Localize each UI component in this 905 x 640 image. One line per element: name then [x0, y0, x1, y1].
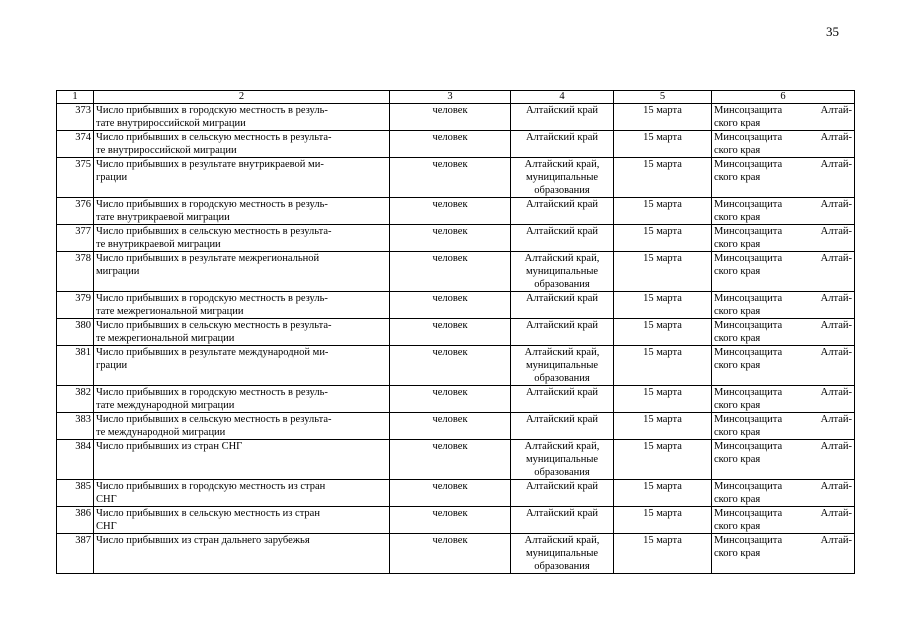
table-row [57, 507, 855, 534]
column-header: 5 [614, 91, 712, 104]
territory [511, 158, 614, 198]
territory-line: образования [534, 185, 590, 196]
indicator-name-line: тате межрегиональной миграции [96, 306, 244, 317]
responsible-agency-region: Алтай- [820, 387, 852, 398]
indicator-name-line: Число прибывших в результате внутрикраевой ми- [96, 159, 324, 170]
responsible-agency-line [714, 158, 852, 171]
indicator-name [94, 413, 390, 440]
responsible-agency-line [714, 413, 852, 426]
indicator-name-line: Число прибывших в городскую местность в резуль- [96, 387, 328, 398]
table-row [57, 158, 855, 198]
territory [511, 413, 614, 440]
table-row [57, 104, 855, 131]
territory-line: Алтайский край [525, 414, 599, 425]
indicator-name-line: СНГ [96, 494, 117, 505]
territory-line: Алтайский край, [524, 347, 600, 358]
responsible-agency [712, 319, 855, 346]
due-date: 15 марта [614, 386, 712, 413]
indicator-name-line: те межрегиональной миграции [96, 333, 235, 344]
responsible-agency-line: ского края [714, 306, 761, 317]
due-date: 15 марта [614, 413, 712, 440]
responsible-agency [712, 440, 855, 480]
responsible-agency-line [714, 198, 852, 211]
column-header: 6 [712, 91, 855, 104]
territory [511, 346, 614, 386]
territory-line: Алтайский край [525, 481, 599, 492]
responsible-agency-line: ского края [714, 239, 761, 250]
indicator-name [94, 104, 390, 131]
unit-of-measure: человек [390, 158, 511, 198]
territory-line: Алтайский край [525, 320, 599, 331]
responsible-agency [712, 346, 855, 386]
indicator-name-line: Число прибывших в сельскую местность в результа- [96, 320, 332, 331]
territory-line: Алтайский край, [524, 535, 600, 546]
indicator-name-line: миграции [96, 266, 140, 277]
unit-of-measure: человек [390, 252, 511, 292]
responsible-agency-name: Минсоцзащита [714, 253, 783, 264]
responsible-agency-line [714, 252, 852, 265]
table-row [57, 386, 855, 413]
responsible-agency-name: Минсоцзащита [714, 199, 783, 210]
responsible-agency-line: ского края [714, 266, 761, 277]
territory-line: муниципальные [525, 548, 599, 559]
territory-line: муниципальные [525, 172, 599, 183]
indicator-name-line: Число прибывших в сельскую местность в результа- [96, 226, 332, 237]
indicator-name [94, 534, 390, 574]
territory-line: муниципальные [525, 360, 599, 371]
responsible-agency-name: Минсоцзащита [714, 441, 783, 452]
indicator-name-line: Число прибывших в результате международной ми- [96, 347, 329, 358]
table-row [57, 480, 855, 507]
territory-line: образования [534, 467, 590, 478]
territory [511, 104, 614, 131]
responsible-agency-line [714, 319, 852, 332]
responsible-agency-line: ского края [714, 212, 761, 223]
page-number: 35 [826, 24, 839, 39]
row-number: 387 [57, 534, 94, 574]
unit-of-measure: человек [390, 413, 511, 440]
due-date: 15 марта [614, 440, 712, 480]
territory-line: Алтайский край, [524, 159, 600, 170]
indicator-name-line: те внутрироссийской миграции [96, 145, 237, 156]
territory-line: образования [534, 373, 590, 384]
indicator-name-line: те международной миграции [96, 427, 226, 438]
indicator-name-line: Число прибывших в городскую местность в резуль- [96, 199, 328, 210]
responsible-agency-line: ского края [714, 454, 761, 465]
due-date: 15 марта [614, 158, 712, 198]
territory-line: Алтайский край [525, 508, 599, 519]
territory-line: муниципальные [525, 454, 599, 465]
responsible-agency-region: Алтай- [820, 293, 852, 304]
table-row [57, 346, 855, 386]
due-date: 15 марта [614, 225, 712, 252]
territory-line: Алтайский край [525, 105, 599, 116]
responsible-agency-line: ского края [714, 548, 761, 559]
row-number: 381 [57, 346, 94, 386]
territory-line: Алтайский край [525, 387, 599, 398]
indicator-name-line: тате внутрикраевой миграции [96, 212, 230, 223]
table-row [57, 440, 855, 480]
responsible-agency-region: Алтай- [820, 535, 852, 546]
responsible-agency [712, 386, 855, 413]
unit-of-measure: человек [390, 225, 511, 252]
responsible-agency-line: ского края [714, 521, 761, 532]
column-header: 2 [94, 91, 390, 104]
responsible-agency-name: Минсоцзащита [714, 226, 783, 237]
indicator-name [94, 252, 390, 292]
row-number: 379 [57, 292, 94, 319]
indicator-name-line: тате внутрироссийской миграции [96, 118, 246, 129]
responsible-agency-region: Алтай- [820, 508, 852, 519]
territory-line: Алтайский край, [524, 253, 600, 264]
responsible-agency-line: ского края [714, 427, 761, 438]
indicator-name-line: грации [96, 360, 128, 371]
responsible-agency-region: Алтай- [820, 320, 852, 331]
responsible-agency [712, 198, 855, 225]
territory-line: образования [534, 279, 590, 290]
territory-line: Алтайский край [525, 293, 599, 304]
responsible-agency-region: Алтай- [820, 414, 852, 425]
indicator-name [94, 292, 390, 319]
due-date: 15 марта [614, 292, 712, 319]
unit-of-measure: человек [390, 440, 511, 480]
table-row [57, 534, 855, 574]
indicator-name-line: Число прибывших в сельскую местность в результа- [96, 132, 332, 143]
territory [511, 480, 614, 507]
responsible-agency [712, 292, 855, 319]
responsible-agency-line [714, 534, 852, 547]
territory [511, 292, 614, 319]
table-row [57, 198, 855, 225]
responsible-agency [712, 104, 855, 131]
indicator-name [94, 131, 390, 158]
indicator-name-line: тате международной миграции [96, 400, 235, 411]
territory-line: муниципальные [525, 266, 599, 277]
indicator-name [94, 440, 390, 480]
table-row [57, 292, 855, 319]
due-date: 15 марта [614, 507, 712, 534]
column-header: 3 [390, 91, 511, 104]
row-number: 384 [57, 440, 94, 480]
indicator-name-line: Число прибывших в сельскую местность в результа- [96, 414, 332, 425]
unit-of-measure: человек [390, 292, 511, 319]
indicator-name [94, 225, 390, 252]
responsible-agency-name: Минсоцзащита [714, 347, 783, 358]
territory [511, 386, 614, 413]
row-number: 377 [57, 225, 94, 252]
territory-line: Алтайский край [525, 132, 599, 143]
table-row [57, 413, 855, 440]
indicator-name-line: Число прибывших в городскую местность в резуль- [96, 105, 328, 116]
responsible-agency-name: Минсоцзащита [714, 105, 783, 116]
responsible-agency [712, 252, 855, 292]
responsible-agency-line: ского края [714, 494, 761, 505]
responsible-agency [712, 225, 855, 252]
row-number: 376 [57, 198, 94, 225]
due-date: 15 марта [614, 252, 712, 292]
indicator-name-line: те внутрикраевой миграции [96, 239, 221, 250]
responsible-agency-line: ского края [714, 172, 761, 183]
table-row [57, 252, 855, 292]
indicator-name [94, 480, 390, 507]
responsible-agency-line [714, 225, 852, 238]
table-row [57, 225, 855, 252]
unit-of-measure: человек [390, 131, 511, 158]
responsible-agency-region: Алтай- [820, 159, 852, 170]
due-date: 15 марта [614, 319, 712, 346]
due-date: 15 марта [614, 131, 712, 158]
row-number: 380 [57, 319, 94, 346]
column-header: 4 [511, 91, 614, 104]
indicator-name-line: Число прибывших в сельскую местность из стран [96, 508, 320, 519]
indicator-name-line: СНГ [96, 521, 117, 532]
table-body [57, 104, 855, 574]
responsible-agency [712, 131, 855, 158]
territory-line: Алтайский край, [524, 441, 600, 452]
responsible-agency-name: Минсоцзащита [714, 159, 783, 170]
unit-of-measure: человек [390, 198, 511, 225]
responsible-agency-region: Алтай- [820, 441, 852, 452]
unit-of-measure: человек [390, 480, 511, 507]
responsible-agency-name: Минсоцзащита [714, 320, 783, 331]
due-date: 15 марта [614, 534, 712, 574]
territory [511, 507, 614, 534]
indicator-name [94, 386, 390, 413]
unit-of-measure: человек [390, 346, 511, 386]
territory-line: Алтайский край [525, 226, 599, 237]
unit-of-measure: человек [390, 507, 511, 534]
responsible-agency-region: Алтай- [820, 199, 852, 210]
indicator-name-line: Число прибывших из стран дальнего зарубежья [96, 535, 310, 546]
responsible-agency-line: ского края [714, 360, 761, 371]
responsible-agency-line: ского края [714, 145, 761, 156]
responsible-agency-name: Минсоцзащита [714, 481, 783, 492]
responsible-agency-line [714, 507, 852, 520]
responsible-agency-name: Минсоцзащита [714, 132, 783, 143]
due-date: 15 марта [614, 198, 712, 225]
territory [511, 252, 614, 292]
responsible-agency-line [714, 346, 852, 359]
responsible-agency-line [714, 386, 852, 399]
row-number: 374 [57, 131, 94, 158]
responsible-agency-name: Минсоцзащита [714, 535, 783, 546]
responsible-agency-line [714, 131, 852, 144]
responsible-agency-line [714, 292, 852, 305]
responsible-agency [712, 158, 855, 198]
indicators-table [56, 90, 855, 574]
territory-line: Алтайский край [525, 199, 599, 210]
territory [511, 534, 614, 574]
unit-of-measure: человек [390, 534, 511, 574]
indicator-name-line: Число прибывших в городскую местность в резуль- [96, 293, 328, 304]
row-number: 375 [57, 158, 94, 198]
table-row [57, 131, 855, 158]
responsible-agency-name: Минсоцзащита [714, 414, 783, 425]
row-number: 383 [57, 413, 94, 440]
responsible-agency-line: ского края [714, 118, 761, 129]
indicator-name [94, 346, 390, 386]
territory [511, 131, 614, 158]
due-date: 15 марта [614, 480, 712, 507]
indicator-name-line: Число прибывших в результате межрегиональной [96, 253, 320, 264]
unit-of-measure: человек [390, 319, 511, 346]
responsible-agency-region: Алтай- [820, 347, 852, 358]
responsible-agency-name: Минсоцзащита [714, 293, 783, 304]
indicator-name [94, 507, 390, 534]
responsible-agency-name: Минсоцзащита [714, 387, 783, 398]
responsible-agency-region: Алтай- [820, 105, 852, 116]
table-row [57, 319, 855, 346]
indicator-name-line: Число прибывших из стран СНГ [96, 441, 243, 452]
due-date: 15 марта [614, 346, 712, 386]
responsible-agency-region: Алтай- [820, 132, 852, 143]
row-number: 378 [57, 252, 94, 292]
row-number: 385 [57, 480, 94, 507]
row-number: 386 [57, 507, 94, 534]
table-header-row [57, 91, 855, 104]
indicator-name-line: грации [96, 172, 128, 183]
responsible-agency-line [714, 480, 852, 493]
territory [511, 225, 614, 252]
responsible-agency-region: Алтай- [820, 481, 852, 492]
responsible-agency [712, 480, 855, 507]
unit-of-measure: человек [390, 386, 511, 413]
responsible-agency-line [714, 104, 852, 117]
responsible-agency-line [714, 440, 852, 453]
column-header: 1 [57, 91, 94, 104]
responsible-agency-name: Минсоцзащита [714, 508, 783, 519]
row-number: 382 [57, 386, 94, 413]
territory [511, 440, 614, 480]
responsible-agency [712, 534, 855, 574]
indicator-name [94, 198, 390, 225]
responsible-agency [712, 413, 855, 440]
unit-of-measure: человек [390, 104, 511, 131]
responsible-agency-region: Алтай- [820, 253, 852, 264]
indicator-name [94, 158, 390, 198]
responsible-agency [712, 507, 855, 534]
responsible-agency-line: ского края [714, 400, 761, 411]
indicator-name [94, 319, 390, 346]
territory-line: образования [534, 561, 590, 572]
territory [511, 319, 614, 346]
responsible-agency-line: ского края [714, 333, 761, 344]
responsible-agency-region: Алтай- [820, 226, 852, 237]
territory [511, 198, 614, 225]
row-number: 373 [57, 104, 94, 131]
indicator-name-line: Число прибывших в городскую местность из стран [96, 481, 326, 492]
due-date: 15 марта [614, 104, 712, 131]
